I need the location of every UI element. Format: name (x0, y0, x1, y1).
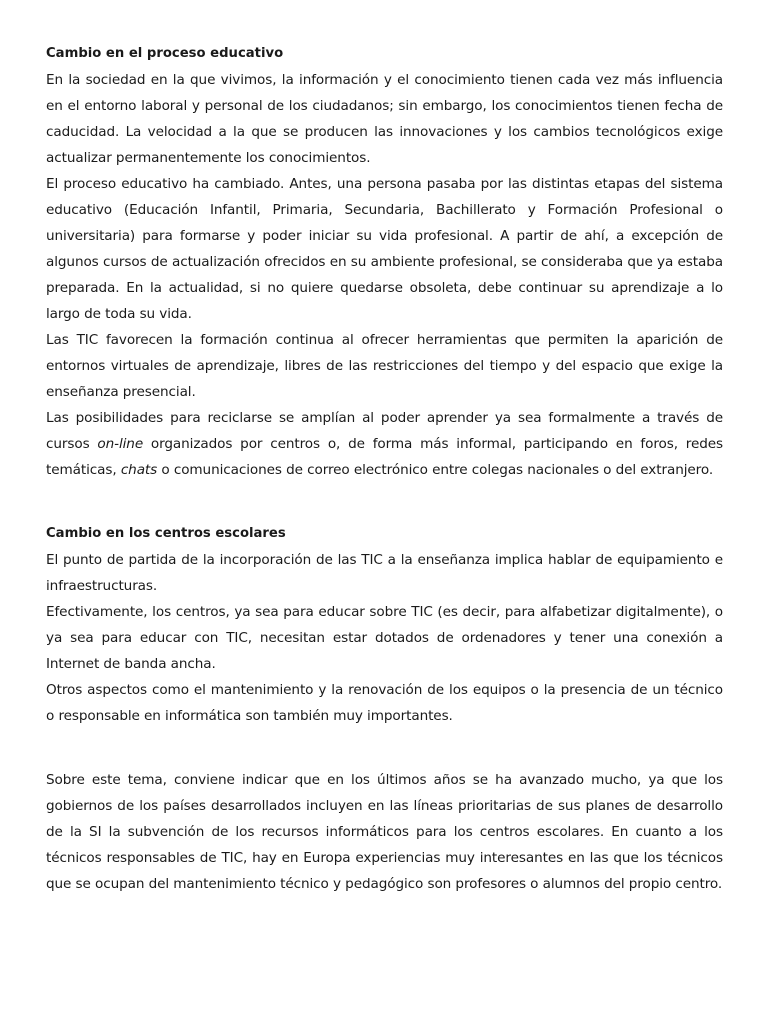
paragraph: Sobre este tema, conviene indicar que en los últimos años se ha avanzado mucho, ya que los gobiernos de los países desarrollados incluyen en las líneas prioritarias de sus planes de desarrollo de la SI la subvención de los recursos informáticos para los centros escolares. En cuanto a los técnicos responsables de TIC, hay en Europa experiencias muy interesantes en las que los técnicos que se ocupan del mantenimiento técnico y pedagógico son profesores o alumnos del propio centro. (46, 772, 723, 892)
section-heading-proceso-educativo: Cambio en el proceso educativo (46, 46, 284, 61)
paragraph: El punto de partida de la incorporación de las TIC a la enseñanza implica hablar de equipamiento e infraestructuras. (46, 552, 723, 594)
paragraph: En la sociedad en la que vivimos, la información y el conocimiento tienen cada vez más influencia en el entorno laboral y personal de los ciudadanos; sin embargo, los conocimientos tienen fecha de caducidad. La velocidad a la que se producen las innovaciones y los cambios tecnológicos exige actualizar permanentemente los conocimientos. (46, 72, 723, 166)
paragraph: El proceso educativo ha cambiado. Antes, una persona pasaba por las distintas etapas del sistema educativo (Educación Infantil, Primaria, Secundaria, Bachillerato y Formación Profesional o universitaria) para formarse y poder iniciar su vida profesional. A partir de ahí, a excepción de algunos cursos de actualización ofrecidos en su ambiente profesional, se consideraba que ya estaba preparada. En la actualidad, si no quiere quedarse obsoleta, debe continuar su aprendizaje a lo largo de toda su vida. (46, 176, 723, 322)
section-heading-centros-escolares: Cambio en los centros escolares (46, 526, 286, 541)
italic-term-online: on-line (97, 436, 144, 452)
paragraph-text: o comunicaciones de correo electrónico entre colegas nacionales o del extranjero. (157, 462, 714, 478)
paragraph-text: organizados por centros o, de forma más informal, participando en foros, redes temáticas, (46, 436, 724, 478)
paragraph-spacer (46, 729, 723, 767)
paragraph: Otros aspectos como el mantenimiento y la renovación de los equipos o la presencia de un técnico o responsable en informática son también muy importantes. (46, 682, 723, 724)
section-spacer (46, 483, 723, 521)
paragraph: Efectivamente, los centros, ya sea para educar sobre TIC (es decir, para alfabetizar digitalmente), o ya sea para educar con TIC, necesitan estar dotados de ordenadores y tener una conexión a Internet de banda ancha. (46, 604, 723, 672)
italic-term-chats: chats (120, 462, 158, 478)
paragraph: Las TIC favorecen la formación continua al ofrecer herramientas que permiten la aparición de entornos virtuales de aprendizaje, libres de las restricciones del tiempo y del espacio que exige la enseñanza presencial. (46, 332, 723, 400)
document-page (46, 41, 723, 897)
paragraph-text: Las posibilidades para reciclarse se amplían al poder aprender ya sea formalmente a través de cursos (46, 410, 723, 452)
paragraph (46, 405, 723, 483)
